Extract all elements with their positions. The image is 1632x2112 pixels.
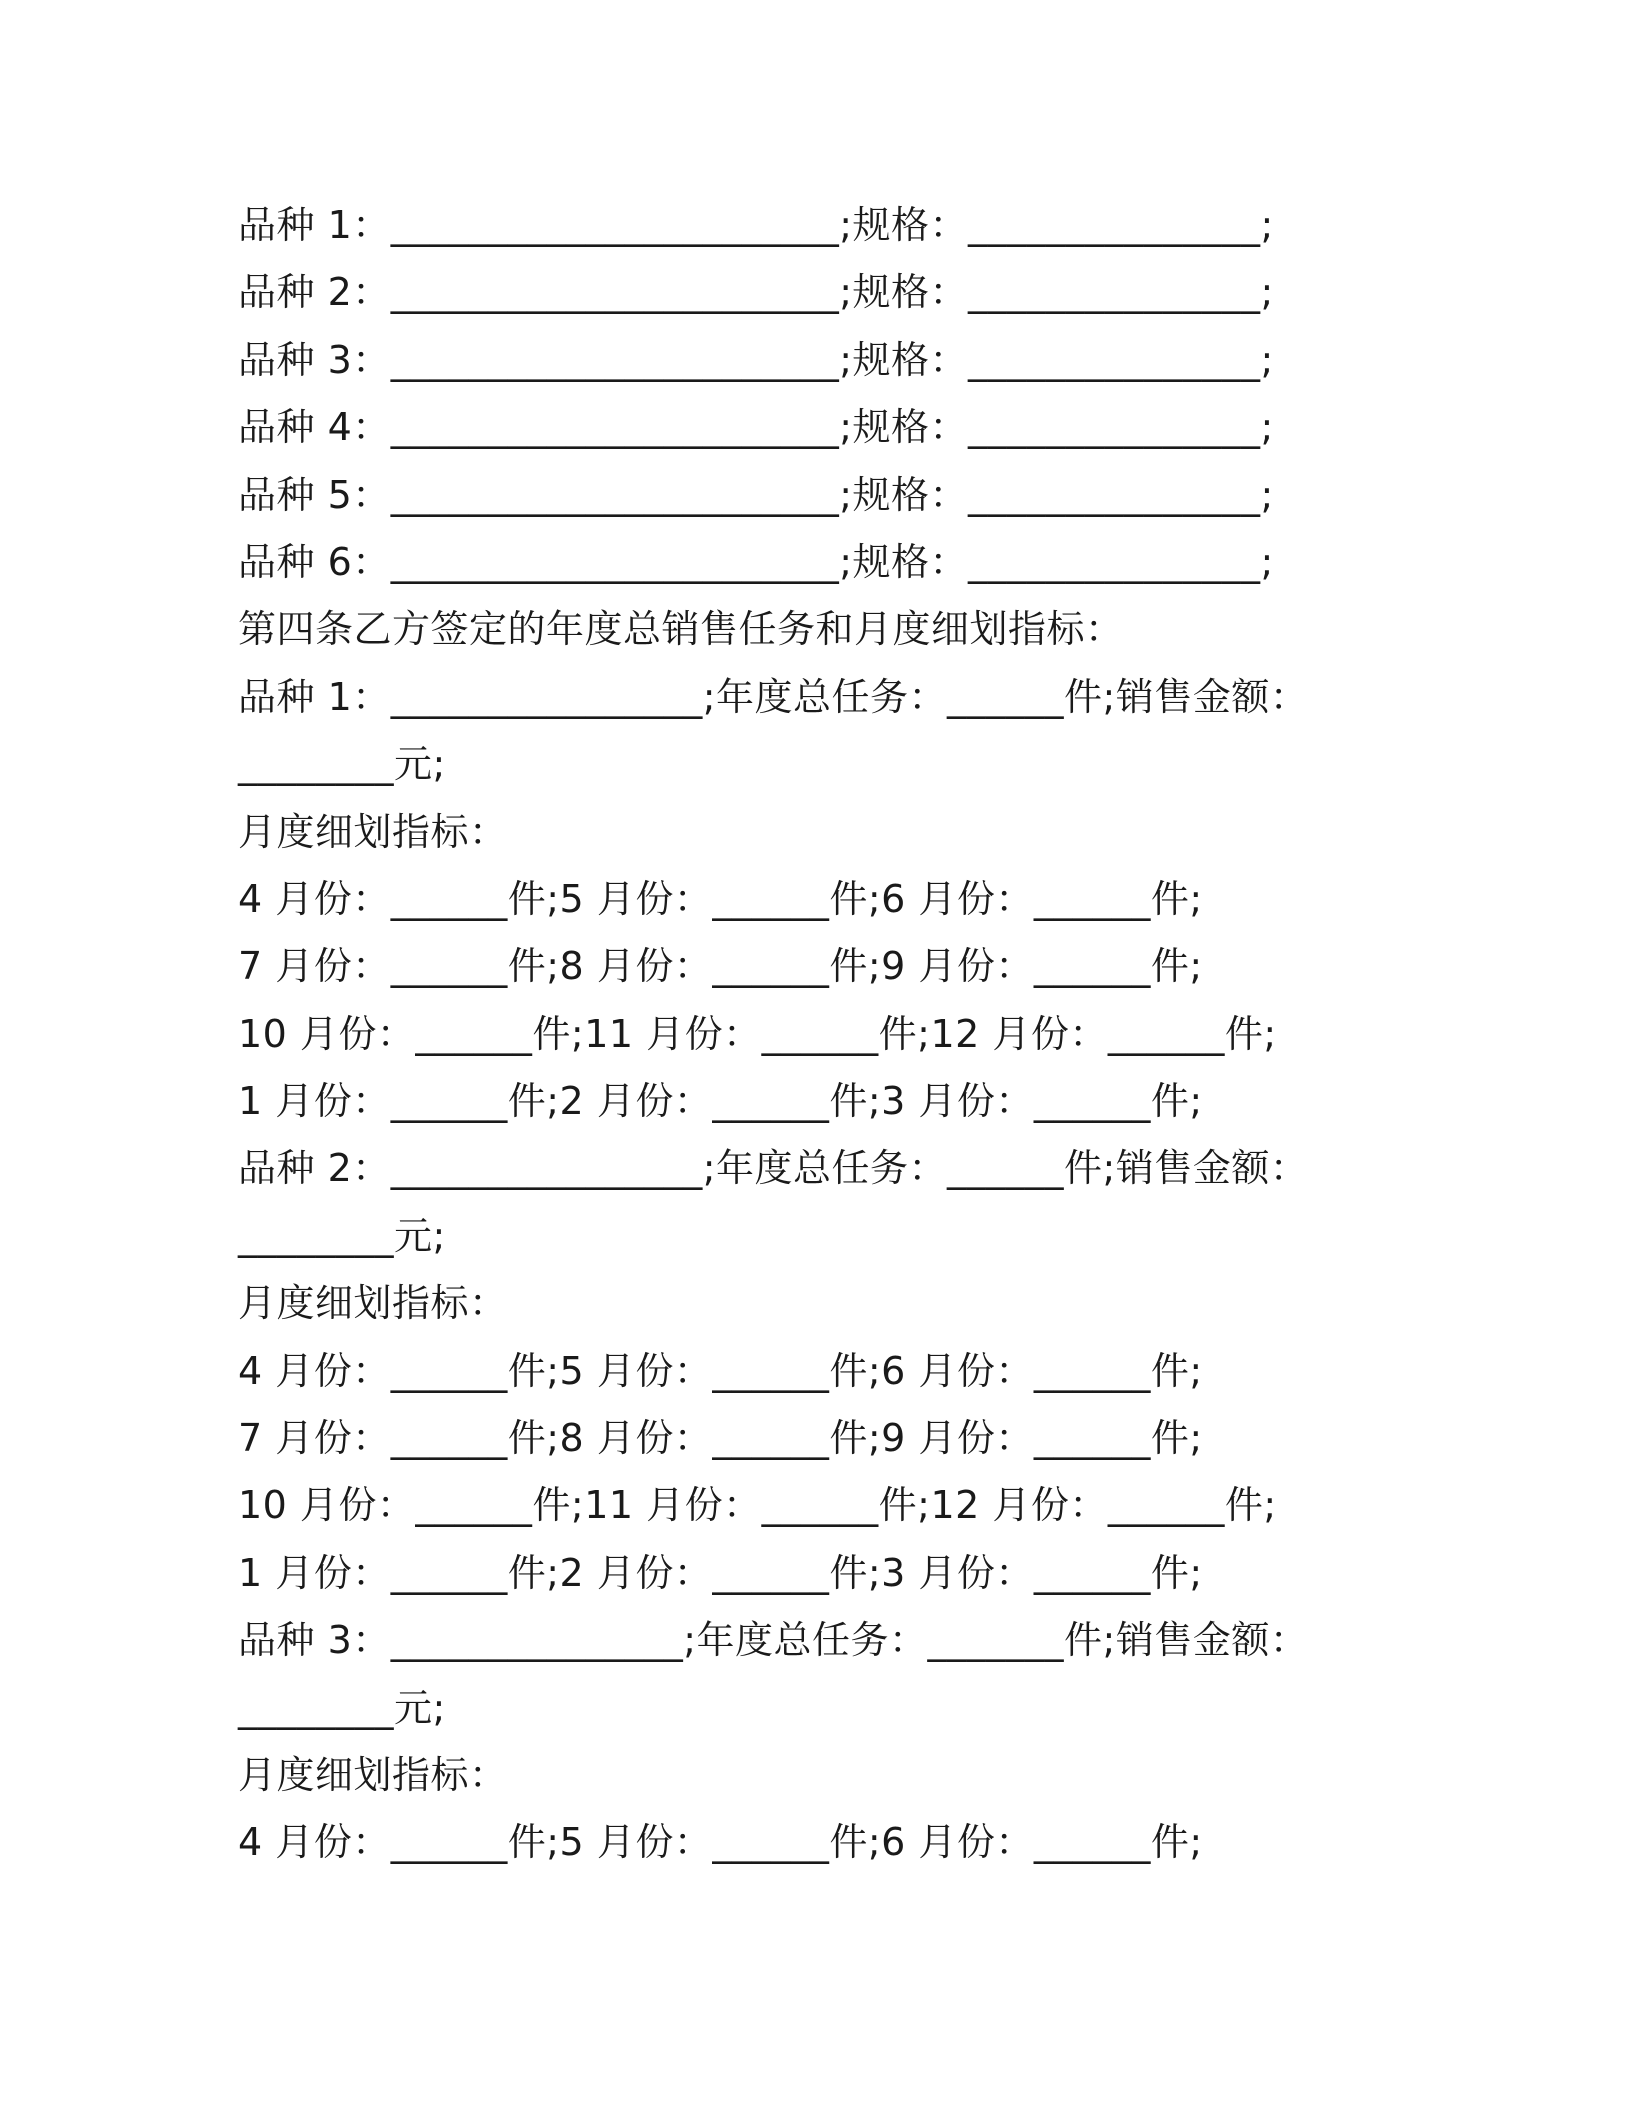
variety-spec-line-3: 品种 3：_______________________;规格：_______________; (238, 337, 1274, 382)
variety-1-amount: ________元; (238, 742, 446, 787)
variety-1-months-oct-dec: 10 月份：______件;11 月份：______件;12 月份：______件; (238, 1011, 1277, 1056)
article-four-heading: 第四条乙方签定的年度总销售任务和月度细划指标： (238, 607, 1124, 652)
variety-2-monthly-heading: 月度细划指标： (238, 1281, 508, 1326)
variety-3-amount: ________元; (238, 1685, 446, 1730)
variety-2-annual-task: 品种 2：________________;年度总任务：______件;销售金额： (238, 1146, 1309, 1191)
variety-3-monthly-heading: 月度细划指标： (238, 1752, 508, 1797)
variety-spec-line-1: 品种 1：_______________________;规格：_______________; (238, 203, 1274, 247)
variety-2-months-jul-sep: 7 月份：______件;8 月份：______件;9 月份：______件; (238, 1416, 1203, 1461)
variety-3-months-apr-jun: 4 月份：______件;5 月份：______件;6 月份：______件; (238, 1820, 1203, 1865)
variety-1-annual-task: 品种 1：________________;年度总任务：______件;销售金额： (238, 674, 1309, 719)
variety-3-annual-task: 品种 3：_______________;年度总任务：_______件;销售金额： (238, 1618, 1309, 1663)
variety-2-months-jan-mar: 1 月份：______件;2 月份：______件;3 月份：______件; (238, 1550, 1203, 1595)
variety-1-monthly-heading: 月度细划指标： (238, 809, 508, 854)
variety-spec-line-6: 品种 6：_______________________;规格：_______________; (238, 539, 1274, 584)
variety-spec-line-4: 品种 4：_______________________;规格：_______________; (238, 405, 1274, 450)
variety-2-months-apr-jun: 4 月份：______件;5 月份：______件;6 月份：______件; (238, 1348, 1203, 1393)
variety-2-amount: ________元; (238, 1213, 446, 1258)
variety-spec-line-5: 品种 5：_______________________;规格：_______________; (238, 472, 1274, 517)
variety-1-months-jan-mar: 1 月份：______件;2 月份：______件;3 月份：______件; (238, 1079, 1203, 1124)
variety-2-months-oct-dec: 10 月份：______件;11 月份：______件;12 月份：______件; (238, 1483, 1277, 1528)
variety-1-months-jul-sep: 7 月份：______件;8 月份：______件;9 月份：______件; (238, 944, 1203, 989)
document-page (238, 192, 1398, 1877)
variety-1-months-apr-jun: 4 月份：______件;5 月份：______件;6 月份：______件; (238, 876, 1203, 921)
variety-spec-line-2: 品种 2：_______________________;规格：_______________; (238, 270, 1274, 315)
